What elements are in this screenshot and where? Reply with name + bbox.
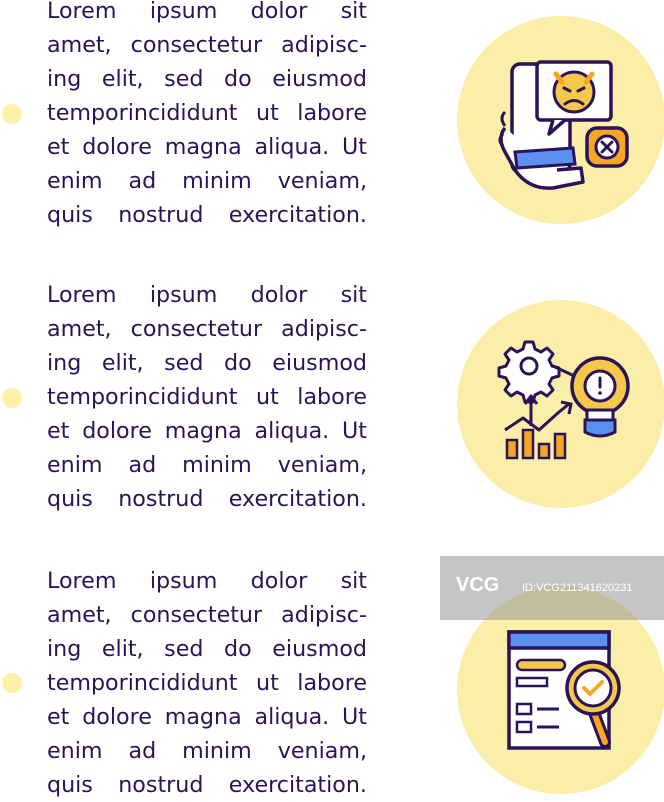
paragraph-line: ing elit, sed do eiusmod — [47, 66, 367, 92]
bullet-2 — [2, 388, 22, 408]
icon-circle-2 — [457, 300, 664, 508]
paragraph-1 — [47, 0, 367, 232]
watermark-logo: VCG — [456, 574, 500, 596]
paragraph-line: enim ad minim veniam, — [47, 168, 367, 194]
paragraph-line: quis nostrud exercitation. — [47, 202, 367, 228]
paragraph-line: temporincididunt ut labore — [47, 670, 367, 696]
paragraph-line: enim ad minim veniam, — [47, 452, 367, 478]
paragraph-line: Lorem ipsum dolor sit — [47, 0, 367, 24]
paragraph-line: Lorem ipsum dolor sit — [47, 568, 367, 594]
paragraph-line: ing elit, sed do eiusmod — [47, 636, 367, 662]
paragraph-line: et dolore magna aliqua. Ut — [47, 704, 367, 730]
paragraph-line: amet, consectetur adipisc- — [47, 602, 367, 628]
paragraph-line: amet, consectetur adipisc- — [47, 32, 367, 58]
paragraph-2 — [47, 278, 367, 516]
angry-chat-phone-icon — [457, 16, 664, 224]
paragraph-line: amet, consectetur adipisc- — [47, 316, 367, 342]
paragraph-line: enim ad minim veniam, — [47, 738, 367, 764]
paragraph-line: temporincididunt ut labore — [47, 384, 367, 410]
paragraph-line: quis nostrud exercitation. — [47, 486, 367, 512]
paragraph-line: temporincididunt ut labore — [47, 100, 367, 126]
watermark-id: ID:VCG211341620231 — [522, 582, 633, 594]
paragraph-3 — [47, 564, 367, 802]
watermark — [440, 556, 664, 620]
paragraph-line: ing elit, sed do eiusmod — [47, 350, 367, 376]
gear-lightbulb-growth-icon — [457, 300, 664, 508]
paragraph-line: et dolore magna aliqua. Ut — [47, 134, 367, 160]
bullet-1 — [2, 104, 22, 124]
paragraph-line: Lorem ipsum dolor sit — [47, 282, 367, 308]
paragraph-line: et dolore magna aliqua. Ut — [47, 418, 367, 444]
bullet-3 — [2, 673, 22, 693]
paragraph-line: quis nostrud exercitation. — [47, 772, 367, 798]
icon-circle-1 — [457, 16, 664, 224]
